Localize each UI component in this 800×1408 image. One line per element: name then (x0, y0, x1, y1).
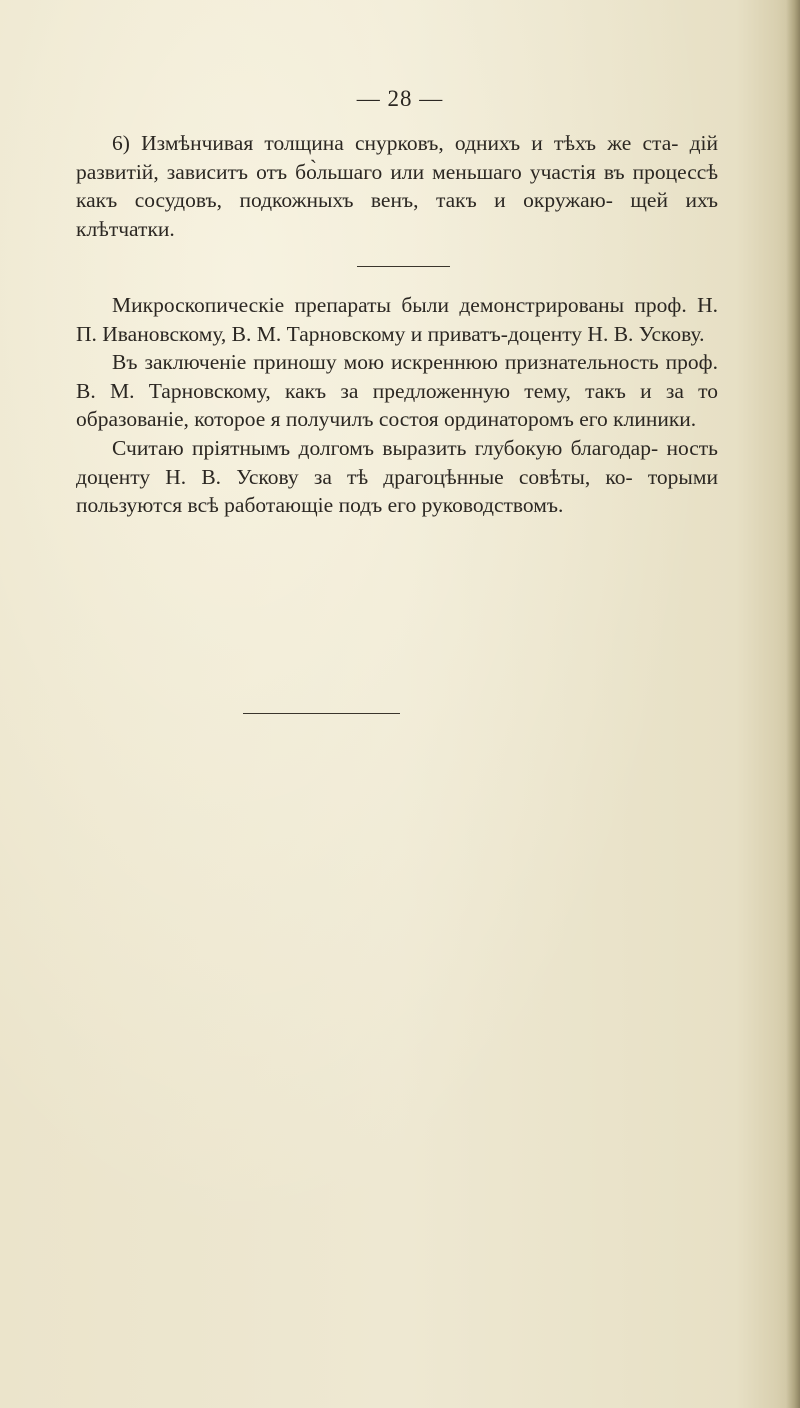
page-number: — 28 — (356, 86, 444, 111)
section-divider (357, 266, 450, 267)
item-text: Измѣнчивая толщина снурковъ, однихъ и тѣхъ же ста- дій развитій, зависитъ отъ бо̀льшаго или меньшаго участія въ процессѣ какъ сосудовъ, подкожныхъ венъ, такъ и окружаю- щей ихъ клѣтчатки. (76, 131, 718, 241)
numbered-item (76, 129, 718, 243)
acknowledgements-block (76, 291, 718, 520)
paragraph-gratitude-professor: Въ заключеніе приношу мою искреннюю признательность проф. В. М. Тарновскому, какъ за предложенную тему, такъ и за то образованіе, которое я получилъ состоя ординаторомъ его клиники. (76, 350, 718, 432)
item-label: 6) (112, 131, 130, 155)
paragraph-preparations: Микроскопическіе препараты были демонстрированы проф. Н. П. Ивановскому, В. М. Тарновскому и приватъ-доценту Н. В. Ускову. (76, 293, 718, 346)
page-edge-shadow (786, 0, 800, 1408)
numbered-item-block (76, 129, 718, 243)
end-divider (243, 713, 400, 714)
paragraph-gratitude-docent: Считаю пріятнымъ долгомъ выразить глубокую благодар- ность доценту Н. В. Ускову за тѣ драгоцѣнные совѣты, ко- торыми пользуются всѣ работающіе подъ его руководствомъ. (76, 435, 718, 518)
